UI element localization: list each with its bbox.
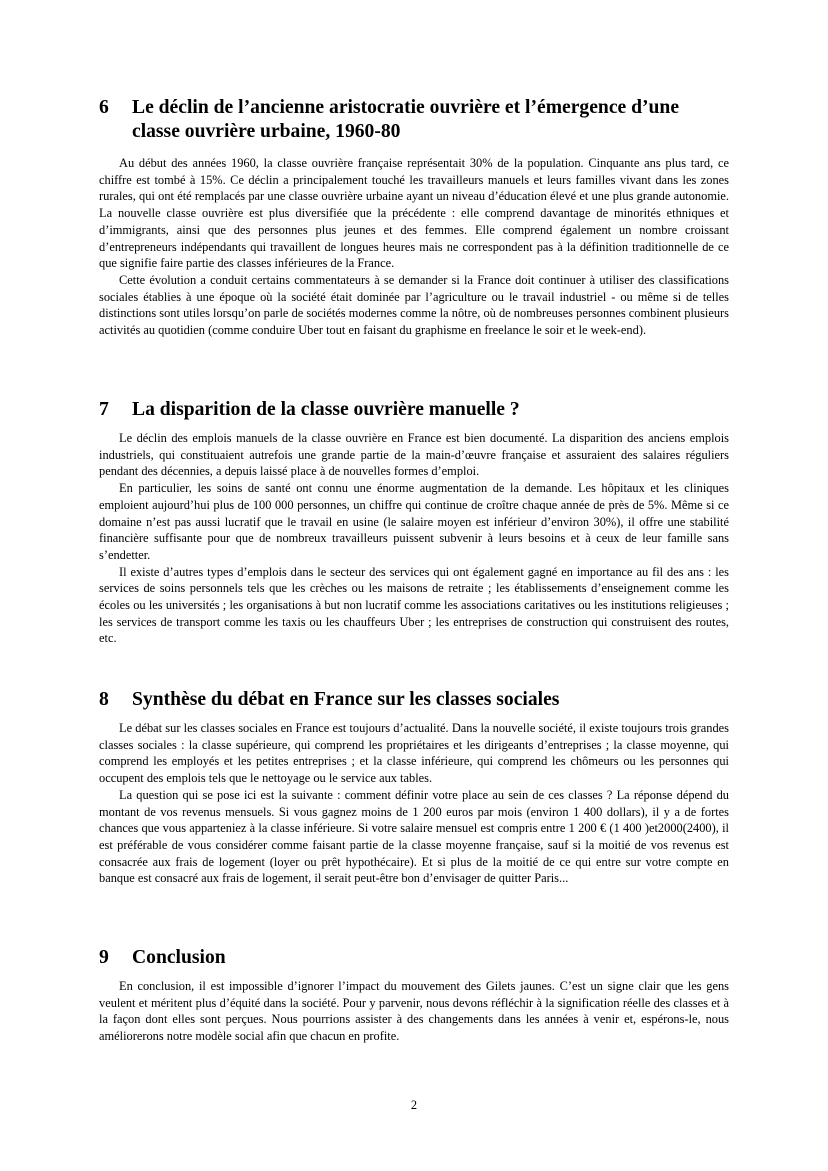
section-number: 8 xyxy=(99,689,109,710)
paragraph: En particulier, les soins de santé ont connu une énorme augmentation de la demande. Les hôpitaux et les cliniques emploient aujourd’hui plus de 100 000 personnes, un chiffre qui continue de croître chaque année de près de 5%. Même si ce domaine n’est pas aussi lucratif que le travail en usine (le salaire moyen est inférieur d’environ 30%), il offre une stabilité financière suffisante pour que de nombreux travailleurs puissent subvenir à leurs besoins et à ceux de leur famille sans s’endetter. xyxy=(99,481,729,562)
paragraph: Le débat sur les classes sociales en France est toujours d’actualité. Dans la nouvelle société, il existe toujours trois grandes classes sociales : la classe supérieure, qui comprend les propriétaires et les dirigeants d’entreprises ; la classe moyenne, qui comprend les employés et les petites entreprises ; et la classe inférieure, qui comprend les chômeurs ou les personnes qui occupent des emplois tels que le nettoyage ou le service aux tables. xyxy=(99,721,729,786)
section-title: Conclusion xyxy=(132,947,226,968)
section-number: 9 xyxy=(99,947,109,968)
section-heading xyxy=(99,688,729,712)
paragraph: La question qui se pose ici est la suivante : comment définir votre place au sein de ces classes ? La réponse dépend du montant de vos revenus mensuels. Si vous gagnez moins de 1 200 euros par mois (environ 1 400 dollars), il y a de fortes chances que vous apparteniez à la classe inférieure. Si votre salaire mensuel est compris entre 1 200 € (1 400 )et2000(2400), il est préférable de vous considérer comme faisant partie de la classe moyenne française, sauf si la moitié de vos revenus est consacrée aux frais de logement (loyer ou prêt hypothécaire). Et si plus de la moitié de ce qui entre sur votre compte en banque est consacré aux frais de logement, il serait peut-être bon d’envisager de quitter Paris... xyxy=(99,787,729,886)
section-title: Le déclin de l’ancienne aristocratie ouvrière et l’émergence d’une classe ouvrière urbaine, 1960-80 xyxy=(132,97,680,142)
section-heading xyxy=(99,96,729,144)
page-number: 2 xyxy=(410,1098,418,1112)
paragraph: Au début des années 1960, la classe ouvrière française représentait 30% de la population. Cinquante ans plus tard, ce chiffre est tombé à 15%. Ce déclin a principalement touché les travailleurs manuels et leurs familles vivant dans les zones rurales, qui ont été remplacés par une classe ouvrière urbaine ayant un niveau d’éducation élevé et une plus grande autonomie. La nouvelle classe ouvrière est plus diversifiée que la précédente : elle comprend davantage de minorités ethniques et d’immigrants, ainsi que des personnes plus jeunes et des femmes. Elle comprend également un nombre croissant d’entrepreneurs indépendants qui travaillent de longues heures mais ne correspondent pas à la définition traditionnelle de ce que signifie faire partie des classes inférieures de la France. xyxy=(99,156,729,271)
section-title: Synthèse du débat en France sur les classes sociales xyxy=(132,689,560,710)
paragraph: En conclusion, il est impossible d’ignorer l’impact du mouvement des Gilets jaunes. C’est un signe clair que les gens veulent et méritent plus d’équité dans la société. Pour y parvenir, nous devons réfléchir à la signification réelle des classes et à la façon dont elles sont perçues. Nous pourrions assister à des changements dans les années à venir et, espérons-le, nous améliorerons notre modèle social afin que chacun en profite. xyxy=(99,979,729,1044)
paragraph: Cette évolution a conduit certains commentateurs à se demander si la France doit continuer à utiliser des classifications sociales établies à une époque où la société était dominée par l’agriculture ou le travail industriel - ou même si de telles distinctions sont utiles lorsqu’on parle de sociétés modernes comme la nôtre, où de nombreuses personnes combinent plusieurs activités au quotidien (comme conduire Uber tout en faisant du graphisme en freelance le soir et le week-end). xyxy=(99,272,729,338)
section-8 xyxy=(99,688,729,887)
section-6 xyxy=(99,96,729,339)
section-title: La disparition de la classe ouvrière manuelle ? xyxy=(132,399,520,420)
section-7 xyxy=(99,398,729,647)
paragraph: Il existe d’autres types d’emplois dans le secteur des services qui ont également gagné en importance au fil des ans : les services de soins personnels tels que les crèches ou les maisons de retraite ; les établissements d’enseignement comme les écoles ou les universités ; les organisations à but non lucratif comme les associations caritatives ou les institutions religieuses ; les services de transport comme les taxis ou les chauffeurs Uber ; les entreprises de construction qui construisent des routes, etc. xyxy=(99,564,729,646)
section-number: 6 xyxy=(99,97,109,118)
section-heading xyxy=(99,946,729,970)
section-heading xyxy=(99,398,729,422)
section-9 xyxy=(99,946,729,1045)
paragraph: Le déclin des emplois manuels de la classe ouvrière en France est bien documenté. La disparition des anciens emplois industriels, qui constituaient autrefois une grande partie de la main-d’œuvre française et assuraient des salaires réguliers pendant des décennies, a depuis laissé place à de nouvelles formes d’emploi. xyxy=(99,431,729,479)
section-number: 7 xyxy=(99,399,109,420)
